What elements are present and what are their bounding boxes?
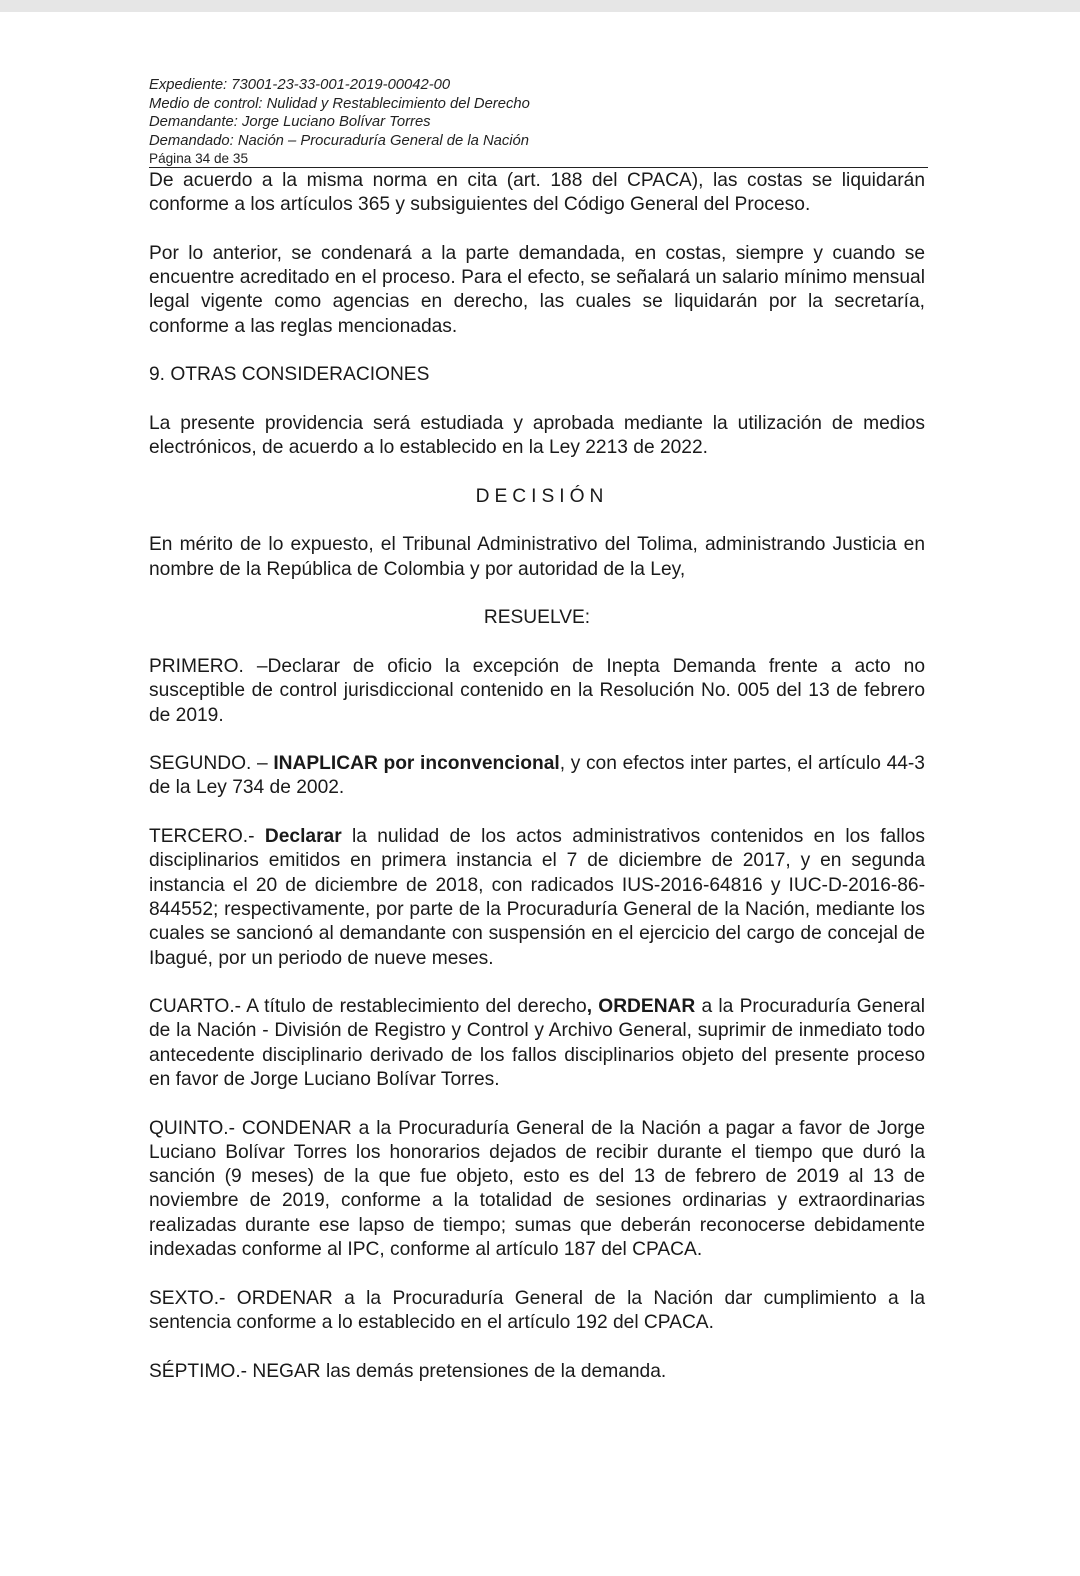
header-expediente: Expediente: 73001-23-33-001-2019-00042-00 <box>149 77 451 93</box>
section-heading-otras-consideraciones: 9. OTRAS CONSIDERACIONES <box>149 364 430 386</box>
segundo-lead: SEGUNDO. – <box>149 753 274 775</box>
paragraph-condena-costas: Por lo anterior, se condenará a la parte demandada, en costas, siempre y cuando se encuentre acreditado en el proceso. Para el efecto, se señalará un salario mínimo mensual legal vigente como agencias en derecho, las cuales se liquidarán por la secretaría, conforme a las reglas mencionadas. <box>149 242 925 337</box>
paragraph-ley-2213: La presente providencia será estudiada y aprobada mediante la utilización de medios electrónicos, de acuerdo a lo establecido en la Ley 2213 de 2022. <box>149 412 925 459</box>
header-medio-de-control: Medio de control: Nulidad y Restablecimiento del Derecho <box>149 95 530 112</box>
header-divider <box>149 167 928 168</box>
cuarto-rest: a la Procuraduría General de la Nación - División de Registro y Control y Archivo General, suprimir de inmediato todo antecedente disciplinario derivado de los fallos disciplinarios objeto del presente proceso en favor de Jorge Luciano Bolívar Torres. <box>149 996 925 1090</box>
ordinal-quinto: QUINTO.- CONDENAR a la Procuraduría General de la Nación a pagar a favor de Jorge Luciano Bolívar Torres los honorarios dejados de recibir durante el tiempo que duró la sanción (9 meses) de la que fue objeto, esto es del 13 de febrero de 2019 al 13 de noviembre de 2019, conforme a la totalidad de sesiones ordinarias y extraordinarias realizadas durante ese lapso de tiempo; sumas que deberán reconocerse debidamente indexadas conforme al IPC, conforme al artículo 187 del CPACA. <box>149 1117 925 1261</box>
paragraph-merito: En mérito de lo expuesto, el Tribunal Administrativo del Tolima, administrando Justicia en nombre de la República de Colombia y por autoridad de la Ley, <box>149 534 925 580</box>
header-demandante: Demandante: Jorge Luciano Bolívar Torres <box>149 114 431 131</box>
tercero-rest: la nulidad de los actos administrativos contenidos en los fallos disciplinarios emitidos en primera instancia el 7 de diciembre de 2017, y en segunda instancia el 20 de diciembre de 2018, con radicados IUS-2016-64816 y IUC-D-2016-86-844552; respectivamente, por parte de la Procuraduría General de la Nación, mediante los cuales se sancionó al demandante con suspensión en el ejercicio del cargo de concejal de Ibagué, por un periodo de nueve meses. <box>149 826 925 969</box>
resuelve-heading: RESUELVE: <box>483 607 591 629</box>
document-body <box>149 169 925 1384</box>
tercero-lead: TERCERO.- <box>149 826 265 848</box>
decision-heading: DECISIÓN <box>475 485 609 507</box>
ordinal-septimo: SÉPTIMO.- NEGAR las demás pretensiones de la demanda. <box>149 1360 667 1382</box>
segundo-bold: INAPLICAR por inconvencional <box>273 753 560 775</box>
cuarto-lead: CUARTO.- A título de restablecimiento del derecho <box>149 996 587 1018</box>
ordinal-cuarto <box>149 995 925 1092</box>
paragraph-costas: De acuerdo a la misma norma en cita (art. 188 del CPACA), las costas se liquidarán conforme a los artículos 365 y subsiguientes del Código General del Proceso. <box>149 170 925 216</box>
page-header <box>149 76 929 169</box>
header-demandado: Demandado: Nación – Procuraduría General de la Nación <box>149 132 530 149</box>
top-edge-strip <box>0 0 1080 12</box>
ordinal-primero: PRIMERO. –Declarar de oficio la excepción de Inepta Demanda frente a acto no susceptible de control jurisdiccional contenido en la Resolución No. 005 del 13 de febrero de 2019. <box>149 655 925 726</box>
segundo-rest: , y con efectos inter partes, el artículo 44-3 de la Ley 734 de 2002. <box>149 753 925 799</box>
ordinal-segundo <box>149 752 925 801</box>
ordinal-sexto: SEXTO.- ORDENAR a la Procuraduría General de la Nación dar cumplimiento a la sentencia conforme a lo establecido en el artículo 192 del CPACA. <box>149 1287 925 1333</box>
tercero-bold: Declarar <box>264 826 342 848</box>
ordinal-tercero <box>149 825 925 971</box>
cuarto-bold: , ORDENAR <box>586 996 696 1018</box>
header-page-number: Página 34 de 35 <box>149 151 249 167</box>
